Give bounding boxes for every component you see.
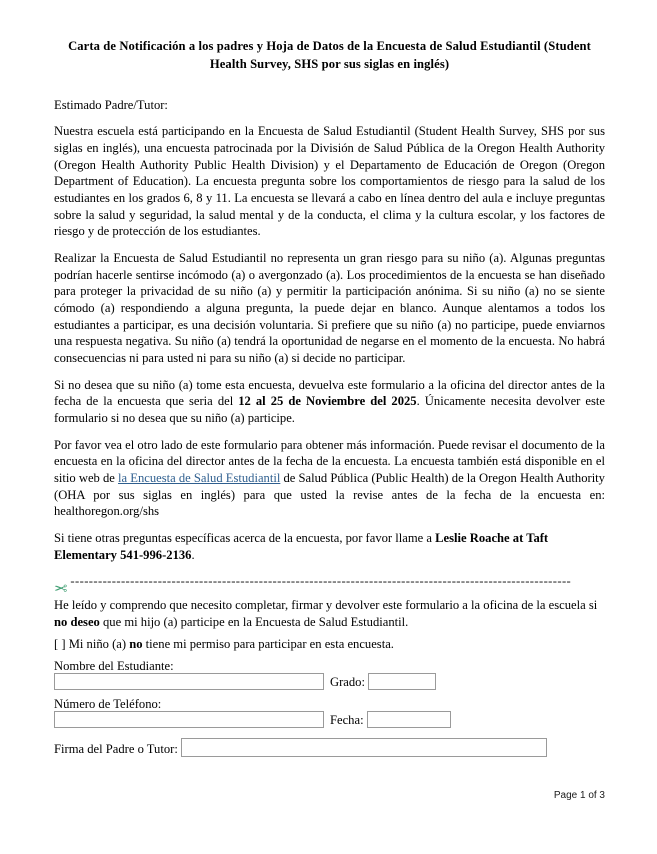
student-name-block xyxy=(54,652,605,690)
acknowledgement-before: He leído y comprendo que necesito completar, firmar y devolver este formulario a la oficina de la escuela si xyxy=(54,598,598,613)
return-text-after: . Únicamente necesita devolver este formulario si no desea que su niño (a) participe. xyxy=(54,394,605,426)
student-health-survey-link[interactable]: la Encuesta de Salud Estudiantil xyxy=(118,471,281,486)
opt-out-checkbox-line[interactable] xyxy=(54,631,605,653)
grade-label: Grado: xyxy=(330,674,365,689)
more-info-text-after: de Salud Pública (Public Health) de la Oregon Health Authority (OHA por sus siglas en inglés) para que usted la revise antes de la fecha de la encuesta en: healthoregon.org/shs xyxy=(54,471,605,519)
phone-block xyxy=(54,690,605,728)
more-info-text-before: Por favor vea el otro lado de este formulario para obtener más información. Puede revisar el documento de la encuesta en la oficina del director antes de la fecha de la encuesta. La encuesta también está disponible en el sitio web de xyxy=(54,437,605,486)
student-name-label: Nombre del Estudiante: xyxy=(54,659,174,674)
checkbox-glyph[interactable]: [ ] xyxy=(54,636,66,651)
document-page xyxy=(54,0,605,854)
contact-text-before: Si tiene otras preguntas específicas acerca de la encuesta, por favor llame a xyxy=(54,531,436,546)
page-footer xyxy=(54,790,605,801)
return-text-before: Si no desea que su niño (a) tome esta encuesta, devuelva este formulario a la oficina del director antes de la fecha de la encuesta que seria del xyxy=(54,377,605,409)
signature-input[interactable] xyxy=(181,738,547,757)
acknowledgement-after: que mi hijo (a) participe en la Encuesta de Salud Estudiantil. xyxy=(99,615,409,630)
signature-row xyxy=(54,738,605,757)
signature-label: Firma del Padre o Tutor: xyxy=(54,741,178,756)
dashed-cut-line: ------------------------------------------------------------------------------------------------------------- xyxy=(70,574,572,589)
page-indicator: Page 1 of 3 xyxy=(553,790,605,801)
paragraph-return-instructions xyxy=(54,367,605,427)
signature-block xyxy=(54,728,605,757)
checkbox-text-after: tiene mi permiso para participar en esta encuesta. xyxy=(142,636,394,651)
salutation: Estimado Padre/Tutor: xyxy=(54,97,168,112)
phone-row xyxy=(54,711,605,728)
paragraph-intro: Nuestra escuela está participando en la Encuesta de Salud Estudiantil (Student Health Survey, SHS por sus siglas en inglés), una encuesta patrocinada por la División de Salud Pública de la Oregon Health Authority (Oregon Health Authority Public Health Division) y el Departamento de Educación de Oregon (Oregon Department of Education). La encuesta pregunta sobre los comportamientos de riesgo para la salud de los estudiantes en los grados 6, 8 y 11. La encuesta se llevará a cabo en línea dentro del aula e incluye preguntas sobre la salud y seguridad, la salud mental y de la conducta, el clima y la cultura escolar, y los factores de riesgo y de protección de los estudiantes. xyxy=(54,124,605,239)
date-input[interactable] xyxy=(367,711,451,728)
checkbox-emphasis: no xyxy=(129,636,143,651)
acknowledgement-text xyxy=(54,592,605,630)
contact-text-after: . xyxy=(191,547,195,562)
paragraph-contact xyxy=(54,520,605,563)
contact-name-phone: Leslie Roache at Taft Elementary 541-996-2136 xyxy=(54,531,549,562)
survey-date: 12 al 25 de Noviembre del 2025 xyxy=(238,394,417,409)
student-name-input[interactable] xyxy=(54,673,324,690)
checkbox-text-before: Mi niño (a) xyxy=(65,636,130,651)
phone-label: Número de Teléfono: xyxy=(54,697,162,712)
student-name-row xyxy=(54,673,605,690)
paragraph-risk: Realizar la Encuesta de Salud Estudiantil no representa un gran riesgo para su niño (a). Algunas preguntas podrían hacerle sentirse incómodo (a) o avergonzado (a). Los procedimientos de la encuesta se han diseñado para proteger la privacidad de su niño (a) y permitir la participación anónima. Si su niño (a) no se siente cómodo (a) respondiendo a alguna pregunta, la puede dejar en blanco. Aunque alentamos a todos los estudiantes a participar, es una decisión voluntaria. Si prefiere que su niño (a) no participe, puede enviarnos una respuesta negativa. Su niño (a) tendrá la oportunidad de negarse en el momento de la encuesta. No habrá consecuencias ni para usted ni para su niño (a) si decide no participar. xyxy=(54,251,605,366)
grade-input[interactable] xyxy=(368,673,436,690)
page-title: Carta de Notificación a los padres y Hoja de Datos de la Encuesta de Salud Estudiantil (Student Health Survey, SHS por sus siglas en inglés) xyxy=(68,39,591,71)
phone-input[interactable] xyxy=(54,711,324,728)
date-label: Fecha: xyxy=(330,712,364,727)
paragraph-more-info xyxy=(54,427,605,520)
scissors-icon: ✂ xyxy=(54,581,68,593)
acknowledgement-emphasis: no deseo xyxy=(54,615,100,630)
cut-here-divider xyxy=(54,563,605,592)
